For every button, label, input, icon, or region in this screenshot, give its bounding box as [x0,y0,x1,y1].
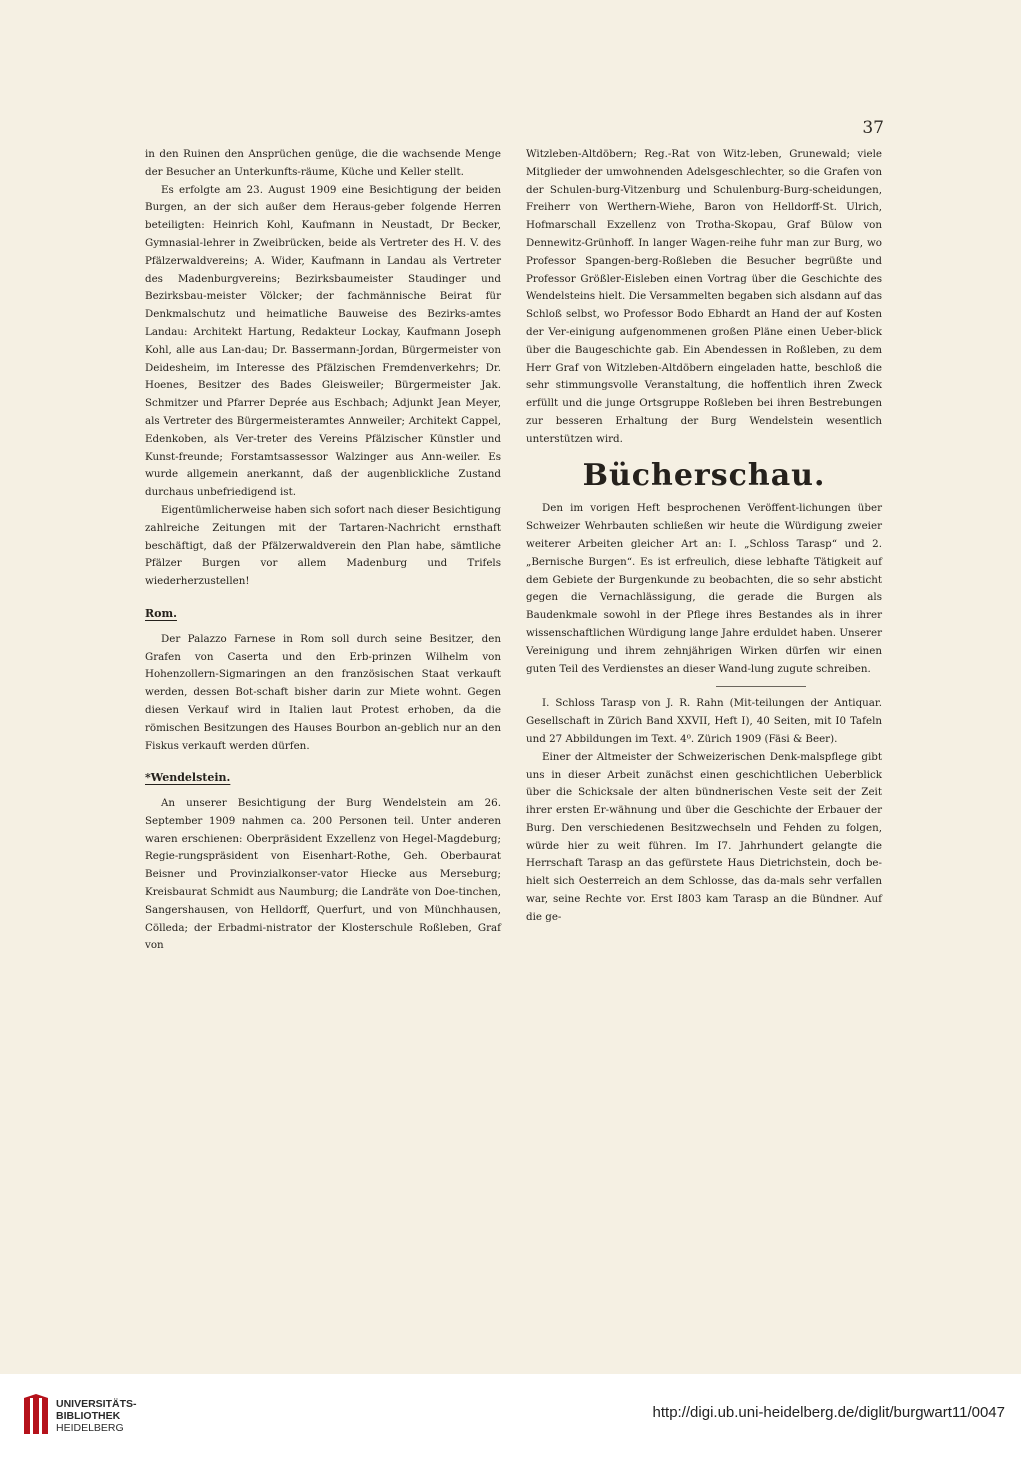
paragraph: Eigentümlicherweise haben sich sofort nach dieser Besichtigung zahlreiche Zeitungen mit der Tartaren-Nachricht ernsthaft beschäftigt, daß der Pfälzerwaldverein den Plan habe, sämtliche Pfälzer Burgen vor allem Madenburg und Trifels wiederherzustellen! [145,503,501,588]
source-url[interactable]: http://digi.ub.uni-heidelberg.de/diglit/burgwart11/0047 [652,1404,1005,1421]
paragraph: Es erfolgte am 23. August 1909 eine Besichtigung der beiden Burgen, an der sich außer dem Heraus-geber folgende Herren beteiligten: Heinrich Kohl, Kaufmann in Neustadt, Dr Becker, Gymnasial-lehrer in Zweibrücken, beide als Vertreter des H. V. des Pfälzerwaldvereins; A. Wider, Kaufmann in Landau als Vertreter des Madenburgvereins; Bezirksbaumeister Staudinger und Bezirksbau-meister Völcker; der fachmännische Beirat für Denkmalschutz und heimatliche Bauweise des Bezirks-amtes Landau: Architekt Hartung, Redakteur Lockay, Kaufmann Joseph Kohl, alle aus Lan-dau; Dr. Bassermann-Jordan, Bürgermeister von Deidesheim, im Interesse des Pfälzischen Fremdenverkehrs; Dr. Hoenes, Besitzer des Bades Gleisweiler; Bürgermeister Jak. Schmitzer und Pfarrer Deprée aus Eschbach; Adjunkt Jean Meyer, als Vertreter des Bürgermeisteramtes Annweiler; Architekt Cappel, Edenkoben, als Ver-treter des Vereins Pfälzischer Künstler und Kunst-freunde; Forstamtsassessor Walzinger aus Ann-weiler. Es wurde allgemein anerkannt, daß der augenblickliche Zustand durchaus unbefriedigend ist. [145,183,501,499]
library-name-line: HEIDELBERG [56,1422,124,1434]
book-citation: I. Schloss Tarasp von J. R. Rahn (Mit-teilungen der Antiquar. Gesellschaft in Zürich Band XXVII, Heft I), 40 Seiten, mit I0 Tafeln und 27 Abbildungen im Text. 4⁰. Zürich 1909 (Fäsi & Beer). [526,697,882,745]
footer-bar [0,1374,1021,1462]
paragraph: Den im vorigen Heft besprochenen Veröffent-lichungen über Schweizer Wehrbauten schließen wir heute die Würdigung zweier weiterer Arbeiten gleicher Art an: I. „Schloss Tarasp“ und 2. „Bernische Burgen“. Es ist erfreulich, diese lebhafte Tätigkeit auf dem Gebiete der Burgenkunde zu beobachten, die so sehr absticht gegen die Vernachlässigung, die gerade die Burgen als Baudenkmale sowohl in der Pflege ihres Bestandes als in ihrer wissenschaftlichen Würdigung lange Jahre erduldet haben. Unserer Vereinigung und ihrem zehnjährigen Wirken dürfen wir einen guten Teil des Verdienstes an dieser Wand-lung zugute schreiben. [526,502,882,675]
section-heading-buecherschau: Bücherschau. [582,457,826,493]
paragraph: An unserer Besichtigung der Burg Wendelstein am 26. September 1909 nahmen ca. 200 Personen teil. Unter anderen waren erschienen: Oberpräsident Exzellenz von Hegel-Magdeburg; Regie-rungspräsident von Eisenhart-Rothe, Geh. Oberbaurat Beisner und Provinzialkonser-vator Hiecke aus Merseburg; Kreisbaurat Schmidt aus Naumburg; die Landräte von Doe-tinchen, Sangershausen, von Helldorff, Querfurt, und von Münchhausen, Cölleda; der Erbadmi-nistrator der Klosterschule Roßleben, Graf von [145,797,501,952]
paragraph: in den Ruinen den Ansprüchen genüge, die die wachsende Menge der Besucher an Unterkunfts-räume, Küche und Keller stellt. [145,148,501,178]
section-heading-wendelstein: *Wendelstein. [145,771,231,785]
library-name [56,1398,137,1434]
right-column [526,146,882,927]
left-column [145,146,501,955]
page-number: 37 [862,118,884,138]
heidelberg-library-logo-icon [22,1394,50,1438]
paragraph: Der Palazzo Farnese in Rom soll durch seine Besitzer, den Grafen von Caserta und den Erb-prinzen Wilhelm von Hohenzollern-Sigmaringen an den französischen Staat verkauft werden, dessen Bot-schaft bisher darin zur Miete wohnt. Gegen diesen Verkauf wird in Italien laut Protest erhoben, da die römischen Besitzungen des Hauses Bourbon an-geblich nur an den Fiskus verkauft werden dürfen. [145,632,501,752]
divider [716,686,806,687]
section-heading-rom: Rom. [145,606,177,620]
paragraph: Witzleben-Altdöbern; Reg.-Rat von Witz-leben, Grunewald; viele Mitglieder der umwohnenden Adelsgeschlechter, so die Grafen von der Schulen-burg-Vitzenburg und Schulenburg-Burg-scheidungen, Freiherr von Werthern-Wiehe, Baron von Helldorff-St. Ulrich, Hofmarschall Exzellenz von Trotha-Skopau, Graf Bülow von Dennewitz-Grünhoff. In langer Wagen-reihe fuhr man zur Burg, wo Professor Spangen-berg-Roßleben die Besucher begrüßte und Professor Größler-Eisleben einen Vortrag über die Geschichte des Wendelsteins hielt. Die Versammelten begaben sich alsdann auf das Schloß selbst, wo Professor Bodo Ebhardt an Hand der auf Kosten der Ver-einigung aufgenommenen großen Pläne einen Ueber-blick über die Baugeschichte gab. Ein Abendessen in Roßleben, zu dem Herr Graf von Witzleben-Altdöbern eingeladen hatte, beschloß die sehr stimmungsvolle Veranstaltung, die hoffentlich ihren Zweck erfüllt und die junge Ortsgruppe Roßleben bei ihren Bestrebungen zur besseren Erhaltung der Burg Wendelstein wesentlich unterstützen wird. [526,148,882,445]
paragraph: Einer der Altmeister der Schweizerischen Denk-malspflege gibt uns in dieser Arbeit zunächst einen geschichtlichen Ueberblick über die Schicksale der alten bündnerischen Veste seit der Zeit ihrer ersten Er-wähnung und über die Geschichte der Erbauer der Burg. Den verschiedenen Besitzwechseln und Fehden zu folgen, würde hier zu weit führen. Im I7. Jahrhundert gelangte die Herrschaft Tarasp an das gefürstete Haus Dietrichstein, doch be-hielt sich Oesterreich an dem Schlosse, das da-mals sehr verfallen war, seine Rechte vor. Erst I803 kam Tarasp an die Bündner. Auf die ge- [526,750,882,923]
library-name-line: UNIVERSITÄTS- [56,1398,137,1410]
library-name-line: BIBLIOTHEK [56,1410,121,1422]
